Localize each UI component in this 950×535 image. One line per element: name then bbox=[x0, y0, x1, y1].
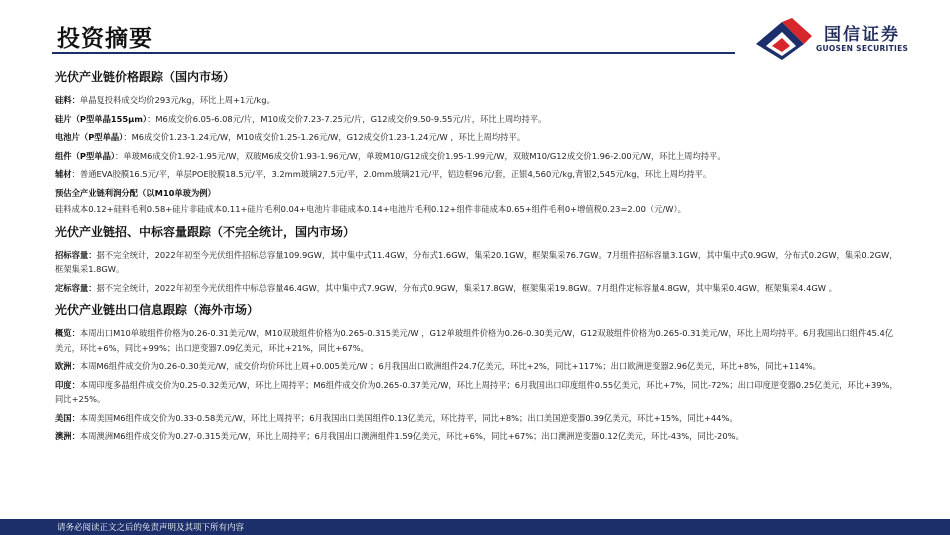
para-polysilicon: 硅料：单晶复投料成交均价293元/kg，环比上周+1元/kg。 bbox=[55, 95, 275, 105]
footer-disclaimer: 请务必阅读正文之后的免责声明及其项下所有内容 bbox=[57, 523, 245, 533]
para-export-india: 印度：本周印度多晶组件成交价为0.25-0.32美元/W，环比上周持平；M6组件成交价为0.265-0.37美元/W，环比上周持平；6月我国出口印度组件0.55亿美元，环比+7%，同比-72%；出口印度逆变器0.25亿美元，环比+39%，同比+25%。 bbox=[55, 379, 898, 404]
section-title-export-tracking: 光伏产业链出口信息跟踪（海外市场） bbox=[55, 303, 260, 317]
section-title-price-tracking: 光伏产业链价格跟踪（国内市场） bbox=[55, 70, 236, 84]
para-auxiliary-materials: 辅材：普通EVA胶膜16.5元/平，单层POE胶膜18.5元/平，3.2mm玻璃27.5元/平，2.0mm玻璃21元/平，铝边框96元/套，正银4,560元/kg,背银2,545元/kg，环比上周均持平。 bbox=[55, 169, 712, 179]
para-export-usa: 美国：本周美国M6组件成交价为0.33-0.58美元/W，环比上周持平；6月我国出口美国组件0.13亿美元，环比持平，同比+8%；出口美国逆变器0.39亿美元，环比+15%，同比+44%。 bbox=[55, 412, 738, 423]
summary-content bbox=[55, 68, 900, 448]
para-export-overview: 概览：本周出口M10单玻组件价格为0.26-0.31美元/W，M10双玻组件价格为0.265-0.315美元/W ，G12单玻组件价格为0.26-0.30美元/W，G12双玻组件价格为0.265-0.31美元/W，环比上周均持平。6月我国出口组件45.4亿美元，环比+6%，同比+99%；出口逆变器7.09亿美元，环比+21%，同比+67%。 bbox=[55, 328, 894, 353]
section-title-tender-tracking: 光伏产业链招、中标容量跟踪（不完全统计，国内市场） bbox=[55, 224, 356, 239]
para-wafer: 硅片（P型单晶155μm）：M6成交价6.05-6.08元/片，M10成交价7.23-7.25元/片，G12成交价9.50-9.55元/片，环比上周均持平。 bbox=[55, 113, 547, 124]
para-module: 组件（P型单晶）：单玻M6成交价1.92-1.95元/W，双玻M6成交价1.93-1.96元/W，单玻M10/G12成交价1.95-1.99元/W，双玻M10/G12成交价1.96-2.00元/W，环比上周均持平。 bbox=[55, 150, 726, 161]
para-profit-distribution: 硅料成本0.12+硅料毛利0.58+硅片非硅成本0.11+硅片毛利0.04+电池片非硅成本0.14+电池片毛利0.12+组件非硅成本0.65+组件毛利0+增值税0.23=2.00（元/W）。 bbox=[55, 204, 686, 214]
para-award-capacity: 定标容量：据不完全统计，2022年初至今光伏组件中标总容量46.4GW，其中集中式7.9GW，分布式0.9GW，集采17.8GW，框架集采19.8GW。7月组件定标容量4.8GW，其中集采0.4GW，框架集采4.4GW 。 bbox=[55, 282, 837, 293]
para-cell: 电池片（P型单晶）：M6成交价1.23-1.24元/W，M10成交价1.25-1.26元/W，G12成交价1.23-1.24元/W ，环比上周均持平。 bbox=[55, 132, 526, 142]
para-profit-distribution-heading: 预估全产业链利润分配（以M10单玻为例） bbox=[55, 187, 216, 198]
para-export-europe: 欧洲：本周M6组件成交价为0.26-0.30美元/W，成交价均价环比上周+0.005美元/W ；6月我国出口欧洲组件24.7亿美元，环比+2%，同比+117%；出口欧洲逆变器2.96亿美元，环比+8%，同比+114%。 bbox=[55, 361, 821, 371]
title-divider bbox=[52, 52, 735, 54]
para-export-australia: 澳洲：本周澳洲M6组件成交价为0.27-0.315美元/W，环比上周持平；6月我国出口澳洲组件1.59亿美元，环比+6%，同比+67%；出口澳洲逆变器0.12亿美元，环比-43%，同比-20%。 bbox=[55, 431, 744, 441]
logo-english-name: GUOSEN SECURITIES bbox=[816, 44, 909, 53]
para-tender-capacity: 招标容量：据不完全统计，2022年初至今光伏组件招标总容量109.9GW，其中集中式11.4GW，分布式1.6GW，集采20.1GW，框架集采76.7GW。7月组件招标容量3.1GW，其中集中式0.9GW，分布式0.2GW，集采0.2GW，框架集采1.8GW。 bbox=[55, 249, 898, 274]
logo-name: 国信证券 bbox=[824, 25, 900, 45]
page-title: 投资摘要 bbox=[57, 26, 153, 52]
